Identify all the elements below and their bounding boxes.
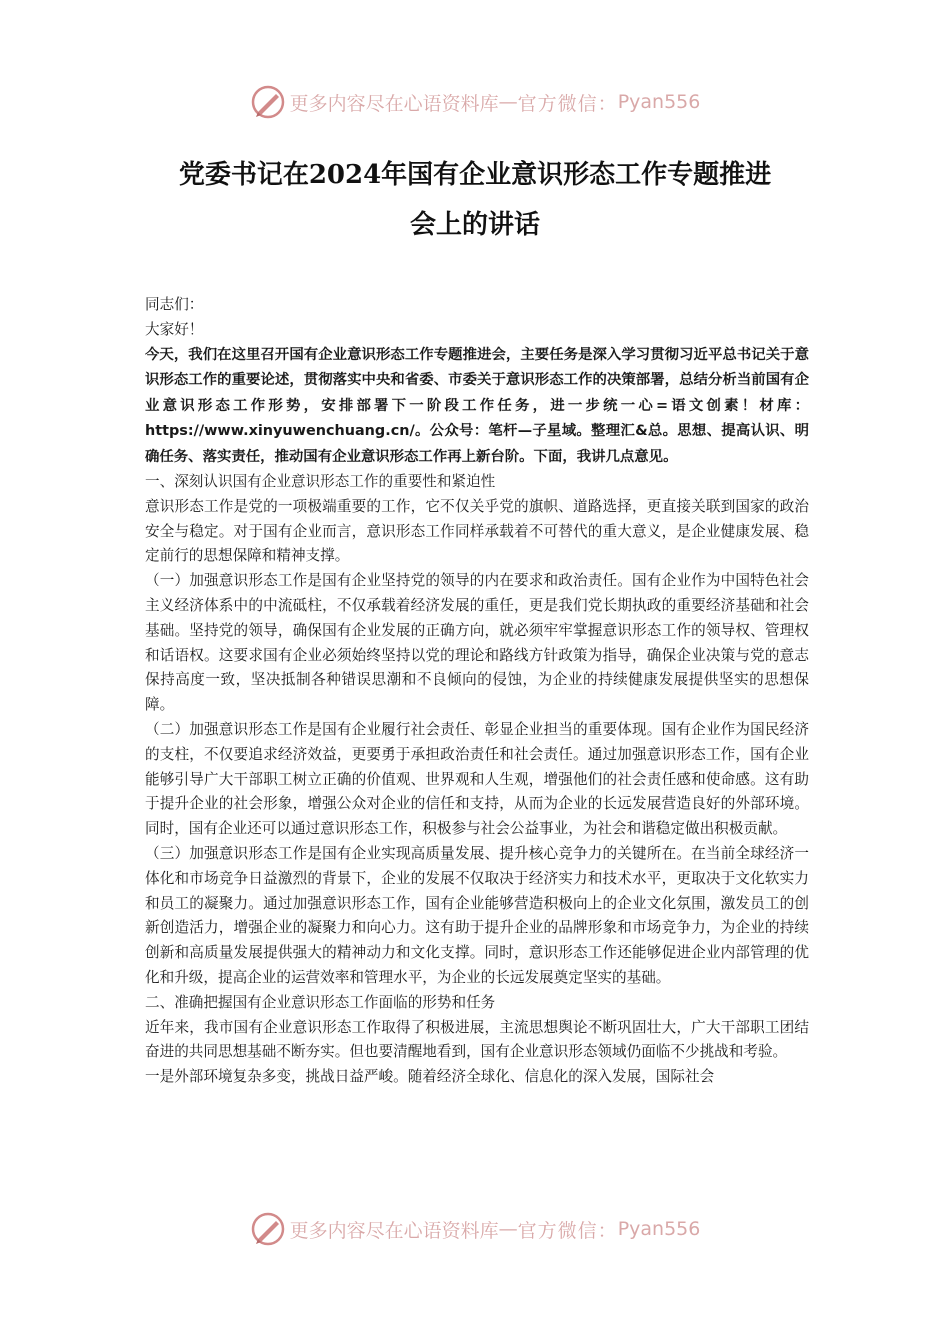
- watermark-id: Pyan556: [617, 91, 701, 113]
- watermark-wechat: 官方微信：: [517, 1219, 618, 1242]
- watermark-brand: 更多内容尽在心语资料库: [289, 92, 499, 115]
- watermark-brand: 更多内容尽在心语资料库: [289, 1219, 499, 1242]
- body-paragraph: 近年来，我市国有企业意识形态工作取得了积极进展，主流思想舆论不断巩固壮大，广大干部职工团结奋进的共同思想基础不断夯实。但也要清醒地看到，国有企业意识形态领域仍面临不少挑战和考验。: [145, 1018, 809, 1061]
- section-heading-1: 一、深刻认识国有企业意识形态工作的重要性和紧迫性: [145, 473, 496, 491]
- document-title: [130, 150, 820, 250]
- body-paragraph: （二）加强意识形态工作是国有企业履行社会责任、彰显企业担当的重要体现。国有企业作为国民经济的支柱，不仅要追求经济效益，更要勇于承担政治责任和社会责任。通过加强意识形态工作，国有企业能够引导广大干部职工树立正确的价值观、世界观和人生观，增强他们的社会责任感和使命感。这有助于提升企业的社会形象，增强公众对企业的信任和支持，从而为企业的长远发展营造良好的外部环境。同时，国有企业还可以通过意识形态工作，积极参与社会公益事业，为社会和谐稳定做出积极贡献。: [145, 721, 809, 838]
- section-heading-2: 二、准确把握国有企业意识形态工作面临的形势和任务: [145, 993, 496, 1011]
- pen-logo-icon: [250, 1211, 286, 1247]
- body-paragraph: 一是外部环境复杂多变，挑战日益严峻。随着经济全球化、信息化的深入发展，国际社会: [145, 1068, 715, 1086]
- watermark-wechat: 官方微信：: [517, 92, 618, 115]
- pen-logo-icon: [250, 84, 286, 120]
- body-paragraph: （一）加强意识形态工作是国有企业坚持党的领导的内在要求和政治责任。国有企业作为中国特色社会主义经济体系中的中流砥柱，不仅承载着经济发展的重任，更是我们党长期执政的重要经济基础和社会基础。坚持党的领导，确保国有企业发展的正确方向，就必须牢牢掌握意识形态工作的领导权、管理权和话语权。这要求国有企业必须始终坚持以党的理论和路线方针政策为指导，确保企业决策与党的意志保持高度一致，坚决抵制各种错误思潮和不良倾向的侵蚀，为企业的持续健康发展提供坚实的思想保障。: [145, 572, 809, 714]
- salutation: 同志们：: [145, 296, 204, 313]
- watermark-dash: —: [498, 91, 518, 113]
- document-body: [145, 293, 809, 1090]
- title-line-1: 党委书记在2024年国有企业意识形态工作专题推进: [178, 160, 772, 190]
- body-paragraph: 意识形态工作是党的一项极端重要的工作，它不仅关乎党的旗帜、道路选择，更直接关联到国家的政治安全与稳定。对于国有企业而言，意识形态工作同样承载着不可替代的重大意义，是企业健康发展、稳定前行的思想保障和精神支撑。: [145, 497, 809, 565]
- title-line-2: 会上的讲话: [409, 210, 540, 240]
- watermark-dash: —: [498, 1218, 518, 1240]
- body-paragraph: （三）加强意识形态工作是国有企业实现高质量发展、提升核心竞争力的关键所在。在当前全球经济一体化和市场竞争日益激烈的背景下，企业的发展不仅取决于经济实力和技术水平，更取决于文化软实力和员工的凝聚力。通过加强意识形态工作，国有企业能够营造积极向上的企业文化氛围，激发员工的创新创造活力，增强企业的凝聚力和向心力。这有助于提升企业的品牌形象和市场竞争力，为企业的持续创新和高质量发展提供强大的精神动力和文化支撑。同时，意识形态工作还能够促进企业内部管理的优化和升级，提高企业的运营效率和管理水平，为企业的长远发展奠定坚实的基础。: [145, 845, 809, 987]
- watermark-id: Pyan556: [617, 1218, 701, 1240]
- greeting: 大家好！: [145, 320, 204, 338]
- watermark-bottom: [0, 1209, 950, 1249]
- watermark-top: [0, 82, 950, 122]
- intro-paragraph: 今天，我们在这里召开国有企业意识形态工作专题推进会，主要任务是深入学习贯彻习近平总书记关于意识形态工作的重要论述，贯彻落实中央和省委、市委关于意识形态工作的决策部署，总结分析当前国有企业意识形态工作形势，安排部署下一阶段工作任务，进一步统一心=语文创素！材库：https://www.xinyuwenchuang.cn/。公众号：笔杆—子星域。整理汇&总。思想、提高认识、明确任务、落实责任，推动国有企业意识形态工作再上新台阶。下面，我讲几点意见。: [145, 346, 809, 465]
